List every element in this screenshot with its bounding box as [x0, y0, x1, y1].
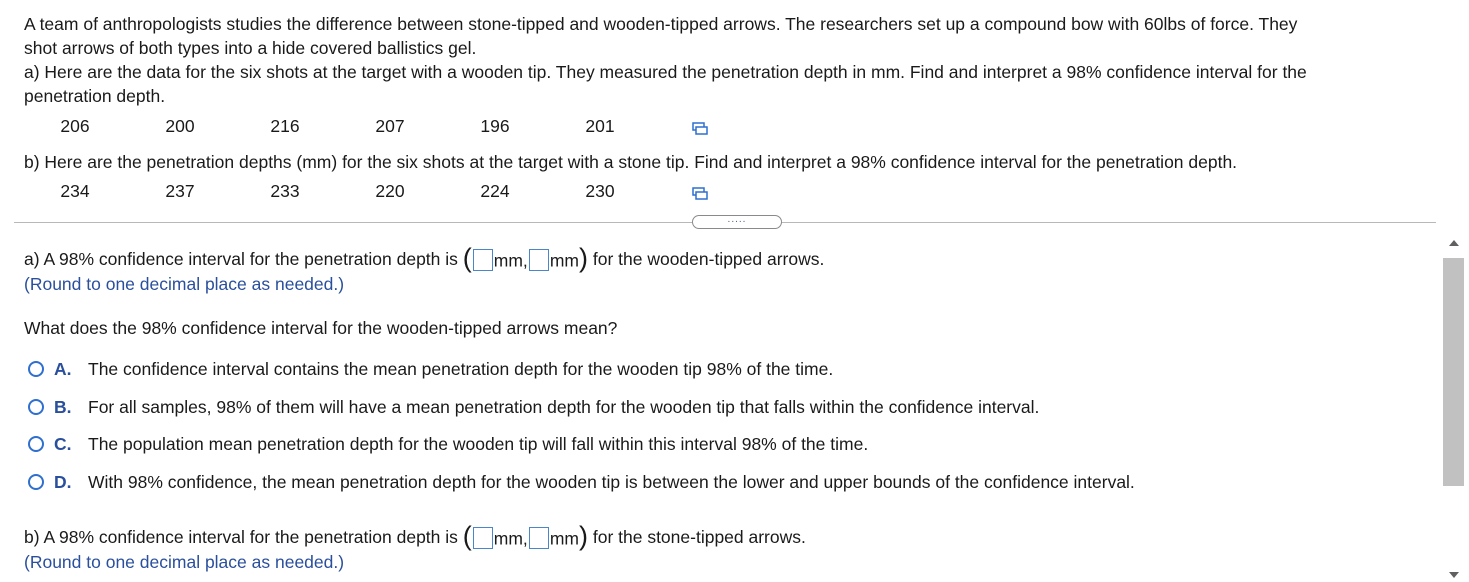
upper-bound-input-b[interactable]: [529, 527, 549, 549]
scrollbar-thumb[interactable]: [1443, 258, 1464, 486]
rounding-hint: (Round to one decimal place as needed.): [24, 552, 345, 572]
problem-statement: [24, 12, 1454, 108]
stone-data-row: [0, 181, 760, 205]
interpretation-question: What does the 98% confidence interval for the wooden-tipped arrows mean?: [24, 318, 618, 338]
part-b-text: b) Here are the penetration depths (mm) for the six shots at the target with a stone tip. Find and interpret a 98% confidence interval for the penetration depth.: [24, 152, 1238, 172]
answer-a: [24, 243, 1404, 296]
radio-button[interactable]: [28, 399, 44, 415]
stone-value: 234: [60, 181, 90, 201]
wooden-value: 206: [60, 116, 90, 136]
stone-value: 233: [270, 181, 300, 201]
wooden-value: 201: [585, 116, 615, 136]
intro-line-1: A team of anthropologists studies the difference between stone-tipped and wooden-tipped arrows. The researchers set up a compound bow with 60lbs of force. They: [24, 14, 1298, 34]
option-letter: D.: [54, 472, 72, 492]
stone-value: 230: [585, 181, 615, 201]
option-letter: C.: [54, 434, 72, 454]
upper-bound-input-a[interactable]: [529, 249, 549, 271]
stone-value: 237: [165, 181, 195, 201]
scroll-up-arrow-icon[interactable]: [1449, 240, 1459, 246]
option-a[interactable]: [28, 357, 833, 381]
part-a-line-1: a) Here are the data for the six shots at the target with a wooden tip. They measured the penetration depth in mm. Find and interpret a 98% confidence interval for the: [24, 62, 1307, 82]
unit-label: mm: [549, 250, 579, 271]
part-b-statement: [24, 150, 1454, 174]
close-paren: ): [578, 521, 588, 552]
unit-label: mm: [549, 528, 579, 549]
answer-b-suffix: for the stone-tipped arrows.: [592, 527, 806, 547]
wooden-value: 207: [375, 116, 405, 136]
lower-bound-input-a[interactable]: [473, 249, 493, 271]
option-letter: A.: [54, 359, 72, 379]
option-d[interactable]: [28, 470, 1135, 494]
stone-value: 224: [480, 181, 510, 201]
option-text: The confidence interval contains the mean penetration depth for the wooden tip 98% of the time.: [88, 359, 834, 379]
answer-a-suffix: for the wooden-tipped arrows.: [592, 249, 825, 269]
more-button[interactable]: .....: [692, 215, 782, 229]
wooden-value: 200: [165, 116, 195, 136]
intro-line-2: shot arrows of both types into a hide covered ballistics gel.: [24, 38, 477, 58]
wooden-data-row: [0, 116, 760, 140]
part-a-line-2: penetration depth.: [24, 86, 166, 106]
rounding-hint: (Round to one decimal place as needed.): [24, 274, 345, 294]
option-letter: B.: [54, 397, 72, 417]
option-text: The population mean penetration depth for the wooden tip will fall within this interval 98% of the time.: [88, 434, 869, 454]
wooden-value: 196: [480, 116, 510, 136]
open-paren: (: [462, 243, 472, 274]
unit-label: mm,: [493, 528, 528, 549]
option-c[interactable]: [28, 432, 868, 456]
vertical-scrollbar[interactable]: [1440, 232, 1466, 582]
radio-button[interactable]: [28, 474, 44, 490]
option-text: With 98% confidence, the mean penetration depth for the wooden tip is between the lower and upper bounds of the confidence interval.: [88, 472, 1135, 492]
answer-b: [24, 521, 1404, 574]
option-b[interactable]: [28, 395, 1039, 419]
stone-value: 220: [375, 181, 405, 201]
lower-bound-input-b[interactable]: [473, 527, 493, 549]
open-paren: (: [462, 521, 472, 552]
unit-label: mm,: [493, 250, 528, 271]
wooden-value: 216: [270, 116, 300, 136]
radio-button[interactable]: [28, 361, 44, 377]
copy-data-icon[interactable]: [692, 187, 708, 201]
scroll-down-arrow-icon[interactable]: [1449, 572, 1459, 578]
close-paren: ): [578, 243, 588, 274]
answer-b-prefix: b) A 98% confidence interval for the penetration depth is: [24, 527, 458, 547]
option-text: For all samples, 98% of them will have a mean penetration depth for the wooden tip that falls within the confidence interval.: [88, 397, 1040, 417]
copy-data-icon[interactable]: [692, 122, 708, 136]
answer-a-prefix: a) A 98% confidence interval for the penetration depth is: [24, 249, 458, 269]
radio-button[interactable]: [28, 436, 44, 452]
